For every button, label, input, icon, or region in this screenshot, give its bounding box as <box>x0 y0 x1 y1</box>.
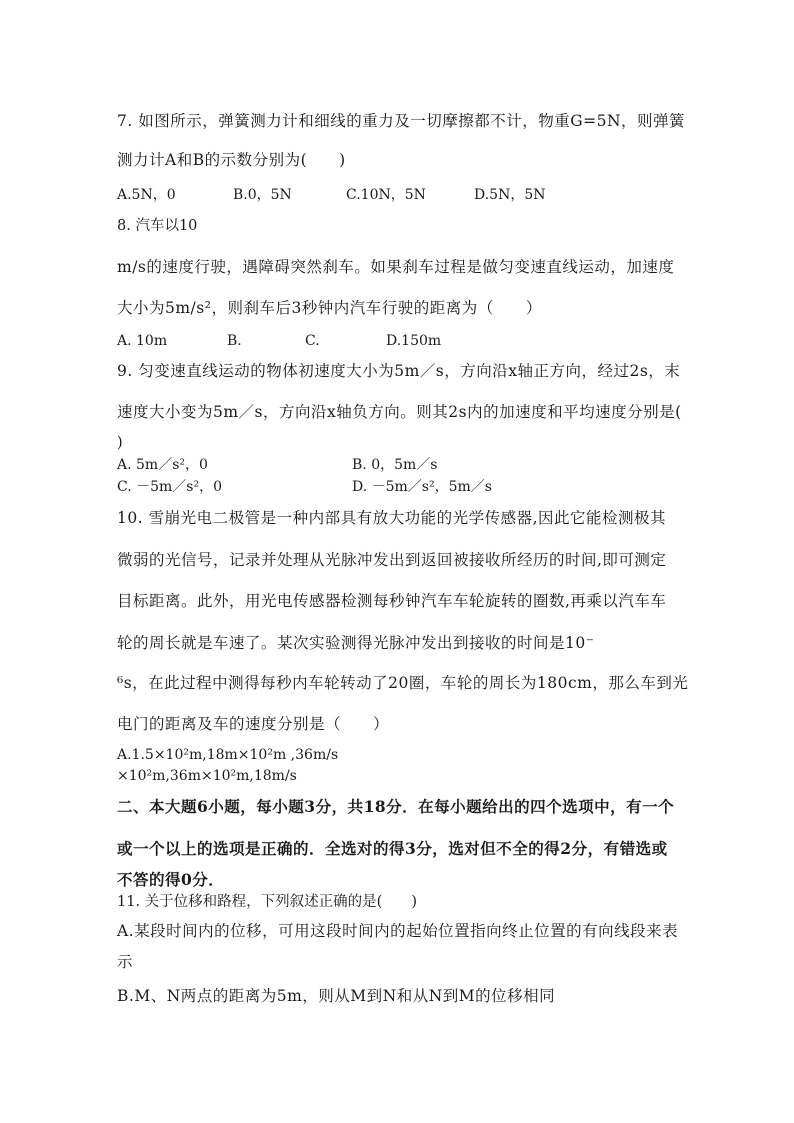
q7-option-d: D.5N，5N <box>474 187 546 203</box>
q8-line-3: 大小为5m/s²，则刹车后3秒钟内汽车行驶的距离为（ ） <box>117 299 542 317</box>
q8-option-c: C. <box>305 333 320 349</box>
q9-option-d: D. －5m／s²，5m／s <box>352 479 492 495</box>
q10-line-1: 10. 雪崩光电二极管是一种内部具有放大功能的光学传感器,因此它能检测极其 <box>117 509 667 527</box>
q10-option-line-2: ×10²m,36m×10²m,18m/s <box>117 768 297 784</box>
q7-line-2: 测力计A和B的示数分别为( ) <box>117 151 346 169</box>
section-2-line-1: 二、本大题6小题，每小题3分，共18分．在每小题给出的四个选项中，有一个 <box>117 797 675 816</box>
q7-option-a: A.5N，0 <box>117 187 176 203</box>
section-2-line-3: 不答的得0分． <box>117 870 225 889</box>
q7-option-c: C.10N，5N <box>346 187 426 203</box>
q8-line-1: 8. 汽车以10 <box>117 218 198 234</box>
q8-line-2: m/s的速度行驶，遇障碍突然刹车。如果刹车过程是做匀变速直线运动，加速度 <box>117 258 675 276</box>
section-2-line-2: 或一个以上的选项是正确的．全选对的得3分，选对但不全的得2分，有错选或 <box>117 839 668 858</box>
q11-line-1: 11. 关于位移和路程，下列叙述正确的是( ) <box>117 894 417 910</box>
q10-line-3: 目标距离。此外，用光电传感器检测每秒钟汽车车轮旋转的圈数,再乘以汽车车 <box>117 592 667 610</box>
q8-option-b: B. <box>227 333 242 349</box>
q7-option-b: B.0，5N <box>233 187 292 203</box>
q10-option-line-1: A.1.5×10²m,18m×10²m ,36m/s <box>117 747 339 763</box>
q10-line-4: 轮的周长就是车速了。某次实验测得光脉冲发出到接收的时间是10⁻ <box>117 634 595 652</box>
q8-option-a: A. 10m <box>117 333 168 349</box>
q9-option-b: B. 0，5m／s <box>352 457 438 473</box>
q9-option-a: A. 5m／s²，0 <box>117 457 208 473</box>
q8-option-d: D.150m <box>386 333 442 349</box>
q9-line-3: ) <box>117 435 123 451</box>
q10-line-2: 微弱的光信号，记录并处理从光脉冲发出到返回被接收所经历的时间,即可测定 <box>117 551 667 569</box>
q9-option-c: C. －5m／s²，0 <box>117 479 222 495</box>
q9-line-1: 9. 匀变速直线运动的物体初速度大小为5m／s，方向沿x轴正方向，经过2s，末 <box>117 362 681 380</box>
q11-option-a-line-1: A.某段时间内的位移，可用这段时间内的起始位置指向终止位置的有向线段来表 <box>117 922 679 940</box>
q7-line-1: 7. 如图所示，弹簧测力计和细线的重力及一切摩擦都不计，物重G=5N，则弹簧 <box>117 112 686 130</box>
q10-line-5: ⁶s，在此过程中测得每秒内车轮转动了20圈，车轮的周长为180cm，那么车到光 <box>117 674 689 692</box>
q11-option-a-line-2: 示 <box>117 953 134 971</box>
q10-line-6: 电门的距离及车的速度分别是（ ） <box>117 715 390 733</box>
q11-option-b: B.M、N两点的距离为5m，则从M到N和从N到M的位移相同 <box>117 987 556 1005</box>
q9-line-2: 速度大小变为5m／s，方向沿x轴负方向。则其2s内的加速度和平均速度分别是( <box>117 403 682 421</box>
